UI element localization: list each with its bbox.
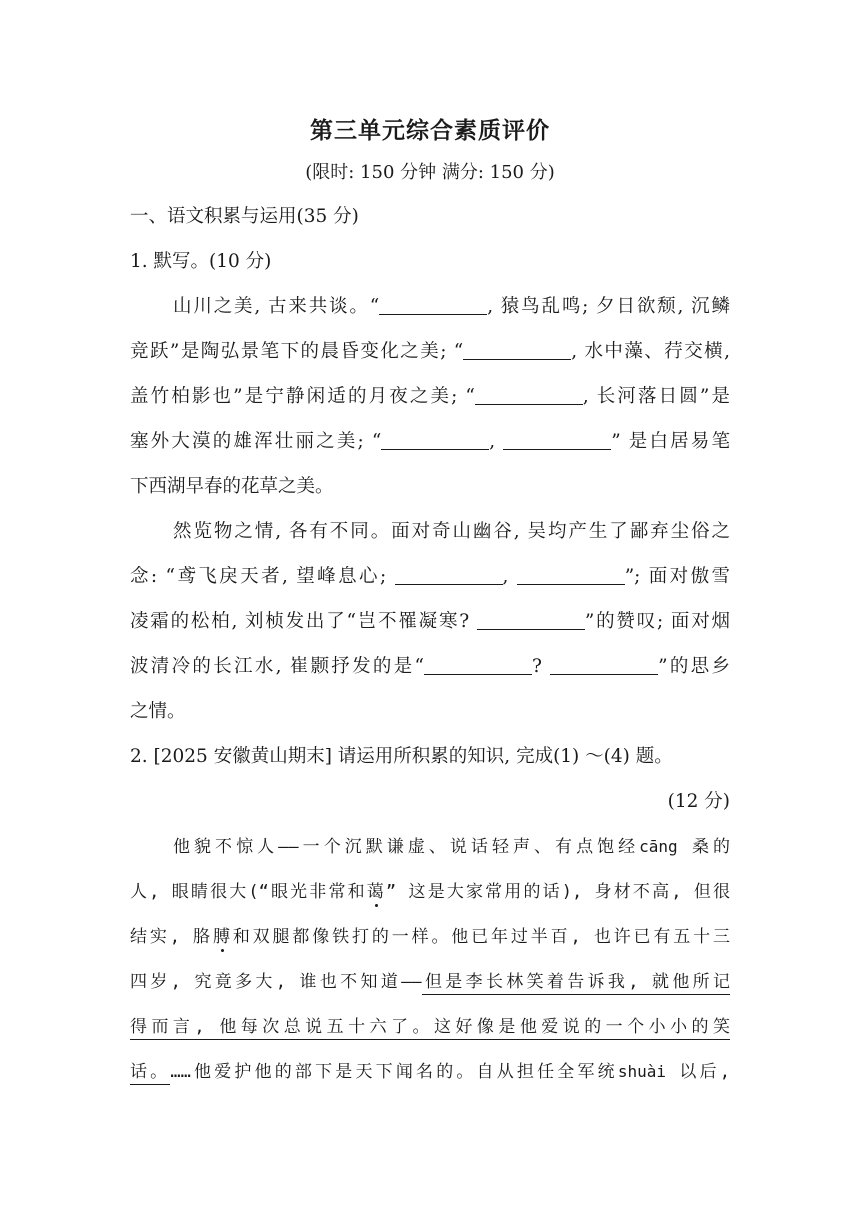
fill-blank[interactable] (477, 611, 585, 630)
passage-line2 (130, 877, 730, 907)
q1-p1-line1 (173, 292, 730, 322)
text: ” 是白居易笔 (611, 431, 730, 452)
text: 他貌不惊人——一个沉默谦虚、说话轻声、有点饱经 (173, 837, 640, 857)
text: 竞跃”是陶弘景笔下的晨昏变化之美; “ (130, 341, 464, 362)
text: 四岁, 究竟多大, 谁也不知道—— (130, 972, 422, 992)
page-title: 第三单元综合素质评价 (310, 118, 550, 144)
q1-p2-line2 (130, 562, 730, 592)
text: , 长河落日圆”是 (582, 386, 730, 407)
text: ? (532, 656, 551, 677)
text: 桑的 (677, 837, 730, 857)
text: 塞外大漠的雄浑壮丽之美; “ (130, 431, 382, 452)
passage-line3 (130, 922, 730, 952)
fill-blank[interactable] (463, 341, 571, 360)
text: 山川之美, 古来共谈。“ (173, 296, 380, 317)
text: ……他爱护他的部下是天下闻名的。自从担任全军统 (170, 1062, 618, 1082)
text: ” 这是大家常用的话), 身材不高, 但很 (385, 882, 730, 902)
question-1-heading: 1. 默写。(10 分) (130, 251, 272, 272)
text: , (489, 431, 504, 452)
text: , (502, 566, 517, 587)
exam-subtitle: (限时: 150 分钟 满分: 150 分) (305, 162, 555, 183)
text: 念: “鸢飞戾天者, 望峰息心; (130, 566, 395, 587)
fill-blank[interactable] (424, 656, 532, 675)
dotted-char: 膊 (212, 927, 233, 947)
fill-blank[interactable] (517, 566, 625, 585)
q1-p2-line5: 之情。 (130, 701, 186, 722)
text: ”的思乡 (658, 656, 730, 677)
q1-p2-line4 (130, 652, 730, 682)
text: 盖竹柏影也”是宁静闲适的月夜之美; “ (130, 386, 475, 407)
text: 人, 眼睛很大(“眼光非常和 (130, 882, 367, 902)
question-2-score: (12 分) (667, 791, 730, 812)
underlined-sentence: 话。 (130, 1062, 170, 1085)
text: 波清冷的长江水, 崔颢抒发的是“ (130, 656, 424, 677)
text: , 猿鸟乱鸣; 夕日欲颓, 沉鳞 (487, 296, 730, 317)
underlined-sentence: 但是李长林笑着告诉我, 就他所记 (422, 972, 730, 995)
fill-blank[interactable] (395, 566, 503, 585)
q1-p1-line2 (130, 337, 730, 367)
pinyin-blank: shuài (617, 1062, 666, 1081)
fill-blank[interactable] (381, 431, 489, 450)
q1-p2-line3 (130, 607, 730, 637)
pinyin-blank: cāng (639, 837, 678, 856)
passage-line1 (173, 832, 730, 862)
q1-p1-line4 (130, 427, 730, 457)
fill-blank[interactable] (379, 296, 487, 315)
underlined-sentence: 得而言, 他每次总说五十六了。这好像是他爱说的一个小小的笑 (130, 1017, 730, 1040)
passage-line6 (130, 1057, 730, 1087)
passage-line5 (130, 1012, 730, 1042)
fill-blank[interactable] (550, 656, 658, 675)
text: ”; 面对傲雪 (624, 566, 731, 587)
q1-p1-line5: 下西湖早春的花草之美。 (130, 476, 334, 497)
text: 结实, 胳 (130, 927, 213, 947)
section-heading: 一、语文积累与运用(35 分) (130, 206, 359, 227)
q1-p2-line1: 然览物之情, 各有不同。面对奇山幽谷, 吴均产生了鄙弃尘俗之 (173, 521, 730, 542)
fill-blank[interactable] (503, 431, 611, 450)
question-2-heading: 2. [2025 安徽黄山期末] 请运用所积累的知识, 完成(1) ～(4) 题。 (130, 746, 673, 767)
passage-line4 (130, 967, 730, 997)
dotted-char: 蔼 (366, 882, 386, 902)
text: 以后, (666, 1062, 731, 1082)
text: 凌霜的松柏, 刘桢发出了“岂不罹凝寒? (130, 611, 477, 632)
fill-blank[interactable] (475, 386, 583, 405)
q1-p1-line3 (130, 382, 730, 412)
text: ”的赞叹; 面对烟 (584, 611, 730, 632)
text: , 水中藻、荇交横, (571, 341, 730, 362)
text: 和双腿都像铁打的一样。他已年过半百, 也许已有五十三 (232, 927, 731, 947)
